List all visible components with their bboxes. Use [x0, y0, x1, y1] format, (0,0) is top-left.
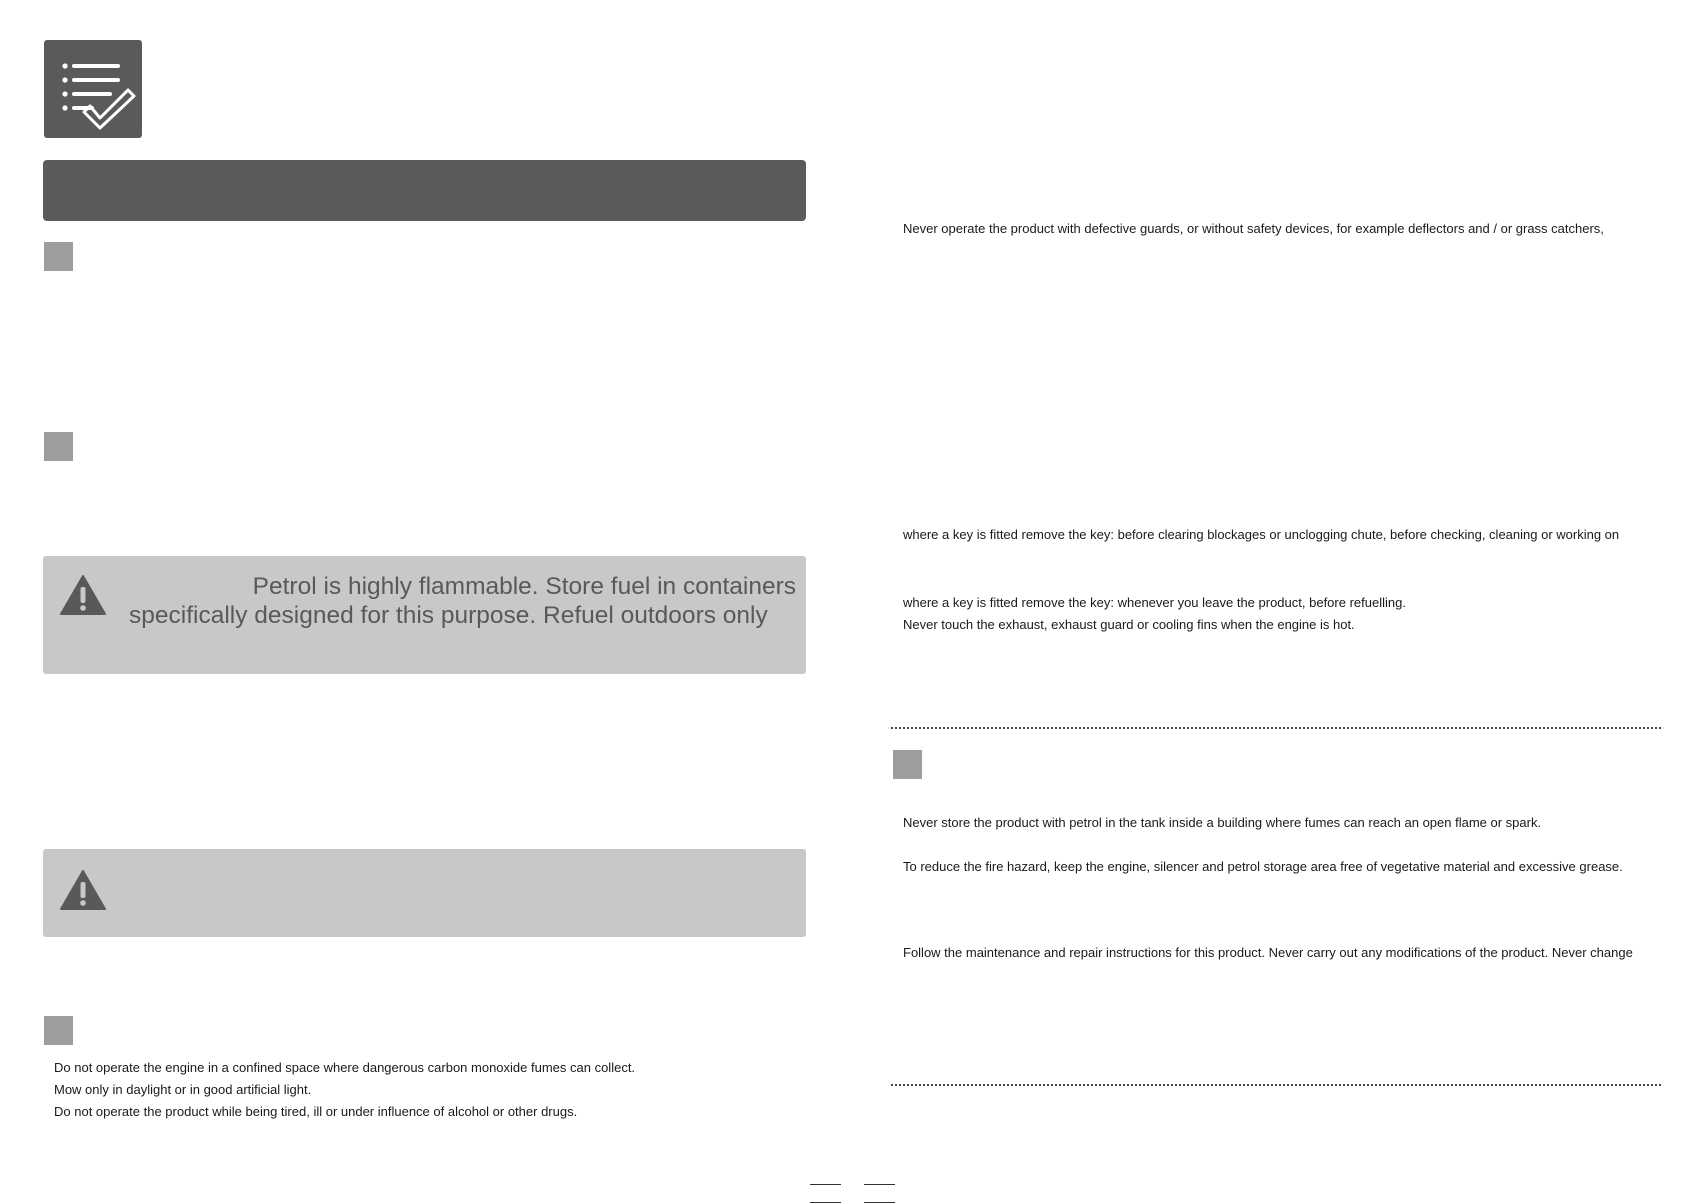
- section-marker: [44, 242, 73, 271]
- dotted-divider: [891, 727, 1661, 729]
- warning-text-line-2: specifically designed for this purpose. Refuel outdoors only: [129, 602, 768, 629]
- page-number-line-right: [864, 1184, 895, 1185]
- operation-line: Mow only in daylight or in good artificial light.: [54, 1082, 312, 1097]
- guards-text: Never operate the product with defective guards, or without safety devices, for example deflectors and / or grass catchers,: [903, 221, 1604, 236]
- exhaust-text: Never touch the exhaust, exhaust guard or cooling fins when the engine is hot.: [903, 617, 1355, 632]
- operation-line: Do not operate the engine in a confined space where dangerous carbon monoxide fumes can collect.: [54, 1060, 636, 1075]
- section-marker: [44, 432, 73, 461]
- section-marker: [44, 1016, 73, 1045]
- operation-line: Do not operate the product while being tired, ill or under influence of alcohol or other drugs.: [54, 1104, 578, 1119]
- key-text-2: where a key is fitted remove the key: whenever you leave the product, before refuelling.: [903, 595, 1406, 610]
- section-header-bar: [43, 160, 806, 221]
- checklist-icon: [44, 40, 142, 138]
- storage-text-2: To reduce the fire hazard, keep the engine, silencer and petrol storage area free of vegetative material and excessive grease.: [903, 859, 1623, 874]
- checklist-logo: [44, 40, 142, 138]
- section-marker: [893, 750, 922, 779]
- warning-triangle-icon: [59, 869, 107, 911]
- storage-text-1: Never store the product with petrol in the tank inside a building where fumes can reach an open flame or spark.: [903, 815, 1542, 830]
- maintenance-text: Follow the maintenance and repair instructions for this product. Never carry out any modifications of the product. Never change: [903, 945, 1633, 960]
- fuel-warning-box: [43, 556, 806, 674]
- warning-text-line-1: Petrol is highly flammable. Store fuel in containers: [252, 573, 796, 600]
- page-number-line-left: [810, 1184, 841, 1185]
- warning-box: [43, 849, 806, 937]
- key-text-1: where a key is fitted remove the key: before clearing blockages or unclogging chute, before checking, cleaning or working on: [903, 527, 1620, 542]
- dotted-divider: [891, 1084, 1661, 1086]
- warning-triangle-icon: [59, 574, 107, 616]
